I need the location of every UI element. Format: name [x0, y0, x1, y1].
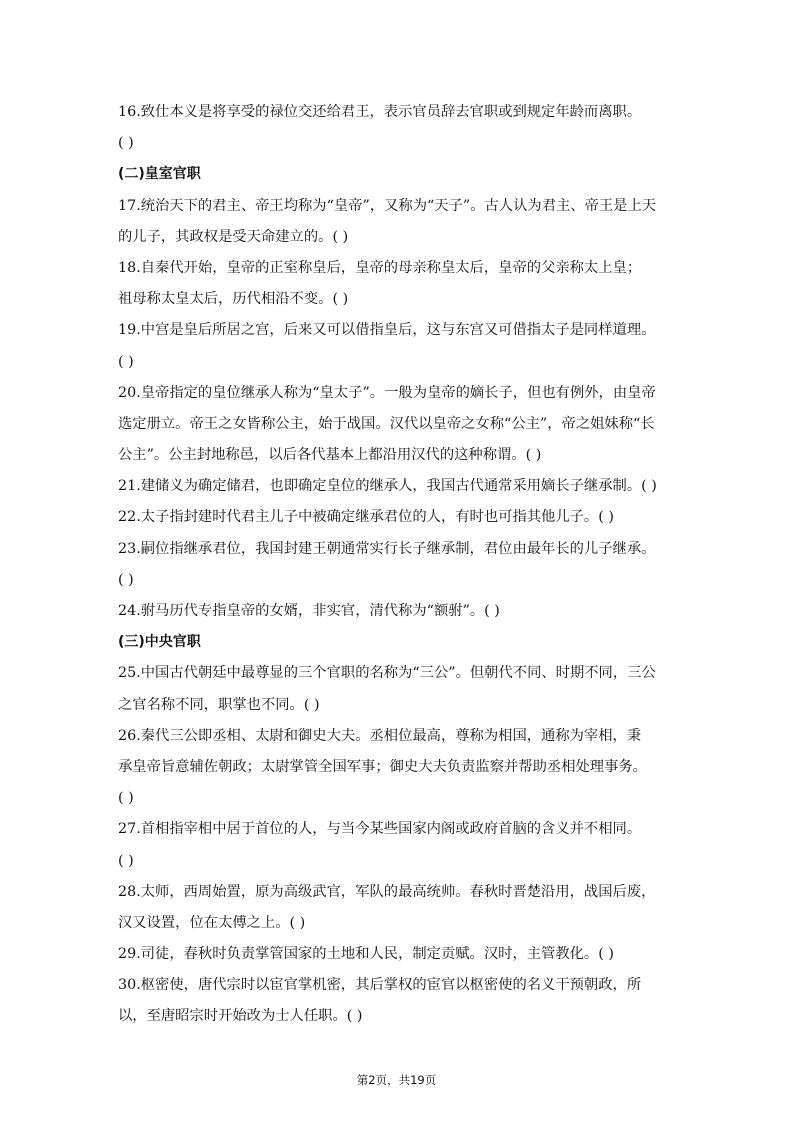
question-line: 29.司徒，春秋时负责掌管国家的土地和人民，制定贡赋。汉时，主管教化。( ) — [118, 946, 614, 963]
question-line: ( ) — [118, 353, 134, 370]
question-line: ( ) — [118, 852, 134, 869]
question-item — [118, 315, 678, 377]
question-line: 22.太子指封建时代君主儿子中被确定继承君位的人，有时也可指其他儿子。( ) — [118, 509, 614, 526]
question-item — [118, 814, 678, 876]
document-body — [118, 97, 678, 1033]
question-line: 承皇帝旨意辅佐朝政；太尉掌管全国军事；御史大夫负责监察并帮助丞相处理事务。 — [118, 758, 647, 775]
question-item — [118, 721, 678, 815]
question-line: 21.建储义为确定储君，也即确定皇位的继承人，我国古代通常采用嫡长子继承制。( ) — [118, 478, 657, 495]
question-item — [118, 502, 678, 533]
question-line: 之官名称不同，职掌也不同。( ) — [118, 696, 320, 713]
question-line: 20.皇帝指定的皇位继承人称为“皇太子”。一般为皇帝的嫡长子，但也有例外，由皇帝 — [118, 384, 656, 401]
question-line: 16.致仕本义是将享受的禄位交还给君王，表示官员辞去官职或到规定年龄而离职。 — [118, 104, 642, 120]
question-item — [118, 253, 678, 315]
heading-text: (三)中央官职 — [118, 634, 201, 651]
question-line: 23.嗣位指继承君位，我国封建王朝通常实行长子继承制，君位由最年长的儿子继承。 — [118, 540, 656, 557]
question-line: 24.驸马历代专指皇帝的女婿，非实官，清代称为“额驸”。( ) — [118, 603, 500, 619]
question-item — [118, 658, 678, 720]
section-heading — [118, 159, 678, 190]
question-item — [118, 534, 678, 596]
question-item — [118, 191, 678, 253]
question-line: 26.秦代三公即丞相、太尉和御史大夫。丞相位最高，尊称为相国，通称为宰相，秉 — [118, 727, 642, 744]
question-item — [118, 378, 678, 472]
question-line: 选定册立。帝王之女皆称公主，始于战国。汉代以皇帝之女称“公主”，帝之姐妹称“长 — [118, 415, 655, 432]
section-heading — [118, 627, 678, 658]
question-line: 30.枢密使，唐代宗时以宦官掌机密，其后掌权的宦官以枢密使的名义干预朝政，所 — [118, 977, 642, 994]
question-item — [118, 877, 678, 939]
question-line: 汉又设置，位在太傅之上。( ) — [118, 914, 306, 931]
question-item — [118, 471, 678, 502]
question-line: ( ) — [118, 135, 134, 152]
question-line: 公主”。公主封地称邑，以后各代基本上都沿用汉代的这种称谓。( ) — [118, 447, 542, 464]
question-item — [118, 939, 678, 970]
question-line: 28.太师，西周始置，原为高级武官，军队的最高统帅。春秋时晋楚沿用，战国后废， — [118, 883, 656, 900]
question-line: 25.中国古代朝廷中最尊显的三个官职的名称为“三公”。但朝代不同、时期不同，三公 — [118, 665, 656, 682]
question-line: ( ) — [118, 571, 134, 588]
question-line: 以，至唐昭宗时开始改为士人任职。( ) — [118, 1008, 363, 1025]
question-item — [118, 596, 678, 627]
question-item — [118, 970, 678, 1032]
heading-text: (二)皇室官职 — [118, 166, 201, 183]
question-line: 的儿子，其政权是受天命建立的。( ) — [118, 228, 349, 245]
page-number: 第2页，共19页 — [356, 1073, 437, 1087]
question-line: 18.自秦代开始，皇帝的正室称皇后，皇帝的母亲称皇太后，皇帝的父亲称太上皇； — [118, 259, 642, 276]
question-line: 祖母称太皇太后，历代相沿不变。( ) — [118, 291, 349, 308]
question-line: 17.统治天下的君主、帝王均称为“皇帝”，又称为“天子”。古人认为君主、帝王是上天 — [118, 197, 657, 214]
question-line: ( ) — [118, 790, 134, 807]
question-line: 27.首相指宰相中居于首位的人，与当今某些国家内阁或政府首脑的含义并不相同。 — [118, 821, 642, 838]
question-line: 19.中宫是皇后所居之宫，后来又可以借指皇后，这与东宫又可借指太子是同样道理。 — [118, 322, 656, 339]
question-item — [118, 97, 678, 159]
